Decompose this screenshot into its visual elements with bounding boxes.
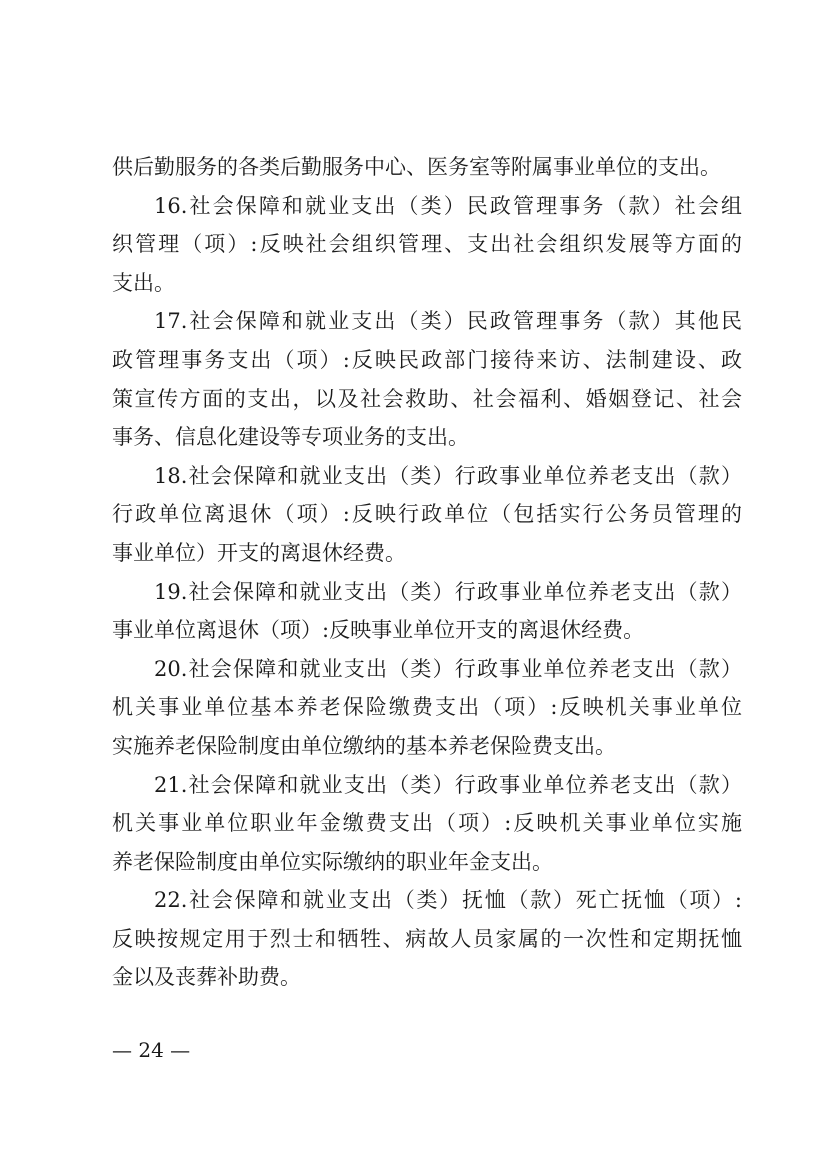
text-line: 养老保险制度由单位实际缴纳的职业年金支出。 (112, 849, 553, 874)
text-line: 实施养老保险制度由单位缴纳的基本养老保险费支出。 (112, 733, 616, 758)
text-line: 事务、信息化建设等专项业务的支出。 (112, 425, 469, 450)
text-line: 21.社会保障和就业支出（类）行政事业单位养老支出（款） (154, 772, 742, 797)
text-line: 支出。 (112, 270, 175, 295)
text-line: 19.社会保障和就业支出（类）行政事业单位养老支出（款） (154, 579, 742, 604)
text-line: 织管理（项）:反映社会组织管理、支出社会组织发展等方面的 (112, 232, 742, 257)
text-line: 事业单位）开支的离退休经费。 (112, 540, 406, 565)
text-line: 18.社会保障和就业支出（类）行政事业单位养老支出（款） (154, 463, 742, 488)
text-line: 行政单位离退休（项）:反映行政单位（包括实行公务员管理的 (112, 502, 742, 527)
text-line: 20.社会保障和就业支出（类）行政事业单位养老支出（款） (154, 656, 742, 681)
text-line: 供后勤服务的各类后勤服务中心、医务室等附属事业单位的支出。 (112, 155, 721, 179)
text-line: 金以及丧葬补助费。 (112, 965, 301, 990)
text-line: 事业单位离退休（项）:反映事业单位开支的离退休经费。 (112, 618, 645, 643)
text-line: 机关事业单位基本养老保险缴费支出（项）:反映机关事业单位 (112, 695, 742, 720)
text-line: 策宣传方面的支出，以及社会救助、社会福利、婚姻登记、社会 (112, 386, 742, 411)
page-number: — 24 — (112, 1038, 191, 1062)
body-text (112, 148, 742, 997)
text-line: 22.社会保障和就业支出（类）抚恤（款）死亡抚恤（项）: (154, 888, 742, 913)
text-line: 机关事业单位职业年金缴费支出（项）:反映机关事业单位实施 (112, 811, 742, 836)
text-line: 反映按规定用于烈士和牺牲、病故人员家属的一次性和定期抚恤 (112, 926, 742, 951)
text-line: 政管理事务支出（项）:反映民政部门接待来访、法制建设、政 (112, 347, 742, 372)
text-line: 17.社会保障和就业支出（类）民政管理事务（款）其他民 (154, 309, 742, 334)
text-line: 16.社会保障和就业支出（类）民政管理事务（款）社会组 (154, 193, 742, 218)
